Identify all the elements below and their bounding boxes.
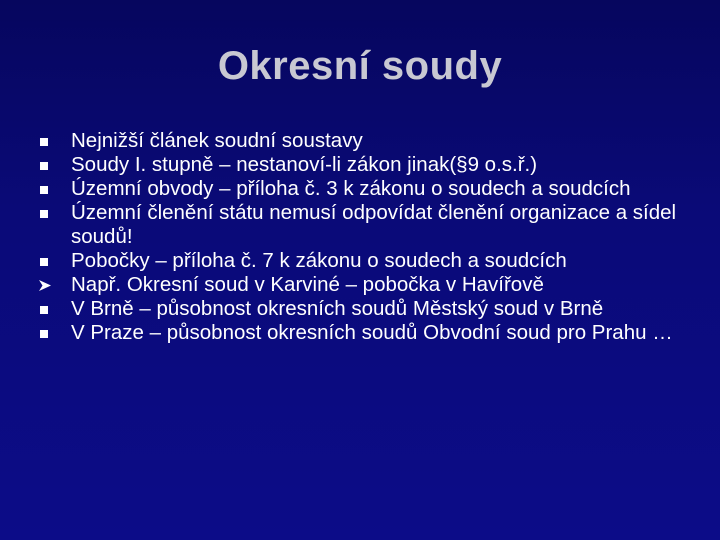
bullet-text: Pobočky – příloha č. 7 k zákonu o soudech a soudcích xyxy=(71,249,567,272)
bullet-text: Nejnižší článek soudní soustavy xyxy=(71,129,363,152)
bullet-text: Např. Okresní soud v Karviné – pobočka v Havířově xyxy=(71,273,544,296)
slide-title: Okresní soudy xyxy=(217,44,503,88)
bullet-text: Územní obvody – příloha č. 3 k zákonu o soudech a soudcích xyxy=(71,177,631,200)
square-bullet-icon xyxy=(36,129,56,153)
bullet-item xyxy=(36,177,686,201)
bullet-item xyxy=(36,201,686,249)
square-bullet-icon xyxy=(36,201,56,225)
square-bullet-icon xyxy=(36,177,56,201)
bullet-item xyxy=(36,249,686,273)
bullet-item xyxy=(36,321,686,345)
bullet-item xyxy=(36,153,686,177)
bullet-text: Územní členění státu nemusí odpovídat členění organizace a sídel soudů! xyxy=(71,201,677,248)
bullet-item xyxy=(36,297,686,321)
arrow-bullet-icon xyxy=(36,273,56,297)
square-bullet-icon xyxy=(36,153,56,177)
square-bullet-icon xyxy=(36,321,56,345)
bullet-text: V Praze – působnost okresních soudů Obvodní soud pro Prahu … xyxy=(71,321,673,344)
square-bullet-icon xyxy=(36,297,56,321)
bullet-item xyxy=(36,129,686,153)
bullet-item xyxy=(36,273,686,297)
bullet-text: Soudy I. stupně – nestanoví-li zákon jinak(§9 o.s.ř.) xyxy=(71,153,538,176)
bullet-text: V Brně – působnost okresních soudů Městský soud v Brně xyxy=(71,297,604,320)
square-bullet-icon xyxy=(36,249,56,273)
bullet-list xyxy=(36,129,686,345)
